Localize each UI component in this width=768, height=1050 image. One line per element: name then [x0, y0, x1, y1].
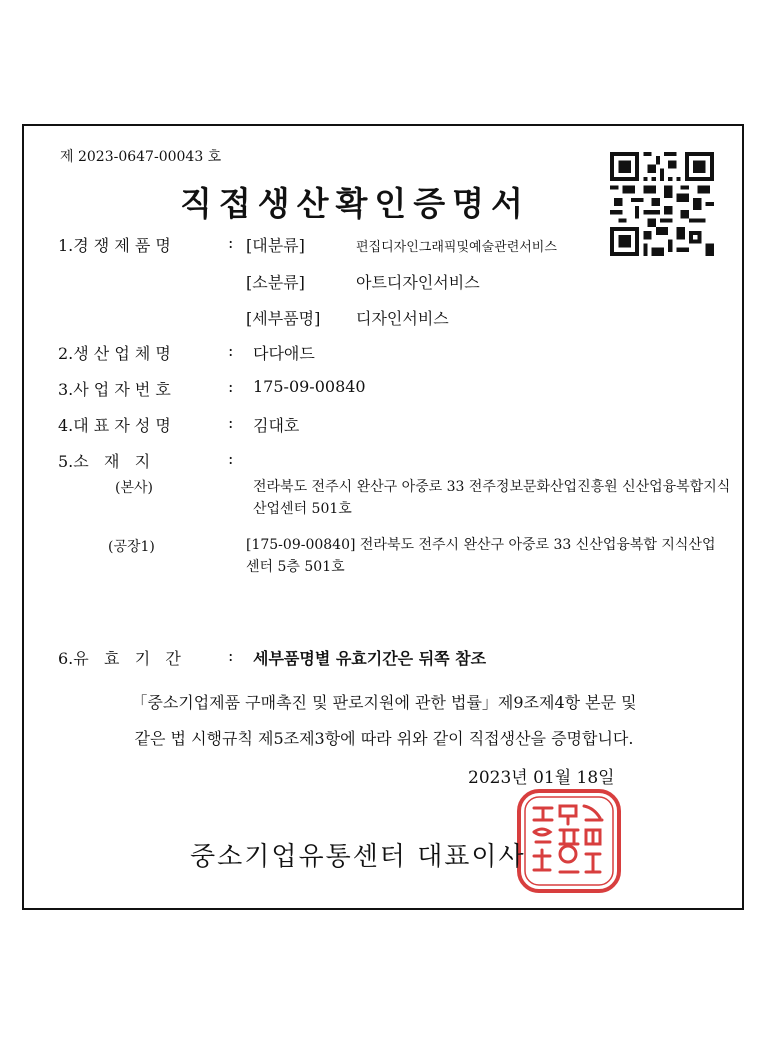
- issuer-name: 중소기업유통센터 대표이사: [190, 842, 526, 872]
- certificate-number: 제 2023-0647-00043 호: [60, 149, 222, 165]
- product-colon: :: [228, 233, 234, 252]
- qr-code-icon: [610, 152, 714, 256]
- law-statement-line1: 「중소기업제품 구매촉진 및 판로지원에 관한 법률」제9조제4항 본문 및: [131, 693, 637, 712]
- product-label: 1.경 쟁 제 품 명: [58, 236, 171, 255]
- bizno-colon: :: [228, 377, 234, 396]
- ceo-label: 4.대 표 자 성 명: [58, 416, 171, 435]
- ceo-colon: :: [228, 413, 234, 432]
- minor-category-value: 아트디자인서비스: [356, 273, 480, 292]
- company-colon: :: [228, 341, 234, 360]
- minor-category-tag: [소분류]: [246, 273, 305, 292]
- company-label: 2.생 산 업 체 명: [58, 344, 171, 363]
- major-category-tag: [대분류]: [246, 236, 305, 255]
- location-label: 5.소 재 지: [58, 452, 151, 471]
- issue-date: 2023년 01월 18일: [468, 768, 615, 788]
- detail-item-value: 디자인서비스: [356, 309, 449, 328]
- detail-item-tag: [세부품명]: [246, 309, 321, 328]
- validity-value: 세부품명별 유효기간은 뒤쪽 참조: [253, 649, 487, 668]
- hq-label: (본사): [115, 480, 153, 496]
- major-category-value: 편집디자인그래픽및예술관련서비스: [356, 240, 557, 255]
- location-colon: :: [228, 449, 234, 468]
- factory-label: (공장1): [108, 539, 155, 555]
- certificate-title: 직접생산확인증명서: [180, 184, 530, 223]
- official-seal-icon: [514, 786, 624, 896]
- validity-label: 6.유 효 기 간: [58, 649, 181, 668]
- factory-address: [175-09-00840] 전라북도 전주시 완산구 아중로 33 신산업융복합 지식산업센터 5층 501호: [246, 537, 716, 575]
- law-statement-line2: 같은 법 시행규칙 제5조제3항에 따라 위와 같이 직접생산을 증명합니다.: [134, 729, 634, 748]
- hq-address: 전라북도 전주시 완산구 아중로 33 전주정보문화산업진흥원 신산업융복합지식산업센터 501호: [253, 479, 731, 517]
- bizno-label: 3.사 업 자 번 호: [58, 380, 171, 399]
- ceo-value: 김대호: [253, 416, 300, 435]
- company-value: 다다애드: [253, 344, 315, 363]
- bizno-value: 175-09-00840: [253, 377, 366, 396]
- validity-colon: :: [228, 646, 234, 665]
